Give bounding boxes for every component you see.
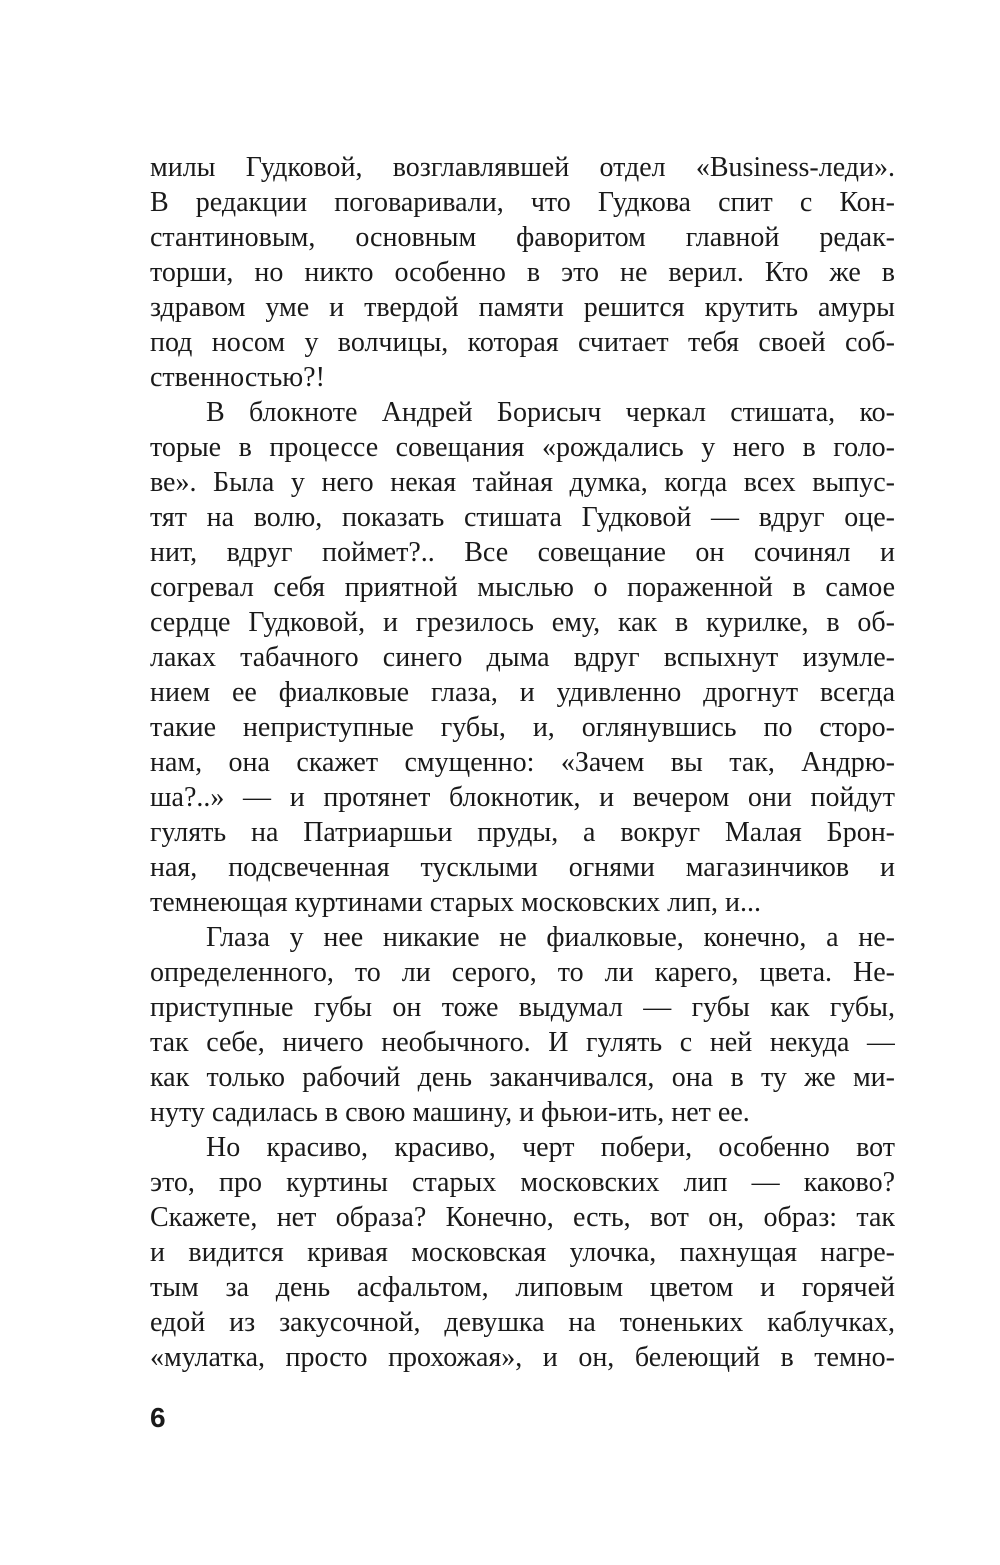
text-line: нием ее фиалковые глаза, и удивленно дрогнут всегда (150, 677, 895, 708)
text-line: здравом уме и твердой памяти решится крутить амуры (150, 292, 895, 323)
text-line: торые в процессе совещания «рождались у него в голо- (150, 432, 895, 463)
text-line: Скажете, нет образа? Конечно, есть, вот он, образ: так (150, 1202, 895, 1233)
text-line: так себе, ничего необычного. И гулять с ней некуда — (150, 1027, 895, 1058)
text-line: ная, подсвеченная тусклыми огнями магазинчиков и (150, 852, 895, 883)
text-line: гулять на Патриаршьи пруды, а вокруг Малая Брон- (150, 817, 895, 848)
text-line: ве». Была у него некая тайная думка, когда всех выпус- (150, 467, 895, 498)
text-line: милы Гудковой, возглавлявшей отдел «Business-леди». (150, 152, 895, 183)
body-text (150, 150, 895, 1375)
text-line: сердце Гудковой, и грезилось ему, как в курилке, в об- (150, 607, 895, 638)
text-line: тым за день асфальтом, липовым цветом и горячей (150, 1272, 895, 1303)
text-line: В редакции поговаривали, что Гудкова спит с Кон- (150, 187, 895, 218)
text-line: едой из закусочной, девушка на тоненьких каблучках, (150, 1307, 895, 1338)
text-line: нам, она скажет смущенно: «Зачем вы так, Андрю- (150, 747, 895, 778)
text-line: приступные губы он тоже выдумал — губы как губы, (150, 992, 895, 1023)
text-line: тят на волю, показать стишата Гудковой — вдруг оце- (150, 502, 895, 533)
paragraph (150, 1130, 895, 1375)
paragraph (150, 395, 895, 920)
text-line: ственностью?! (150, 362, 325, 393)
text-line: определенного, то ли серого, то ли карего, цвета. Не- (150, 957, 895, 988)
text-line: согревал себя приятной мыслью о пораженной в самое (150, 572, 895, 603)
text-line: темнеющая куртинами старых московских лип, и... (150, 887, 762, 918)
text-line: лаках табачного синего дыма вдруг вспыхнут изумле- (150, 642, 895, 673)
text-line: как только рабочий день заканчивался, она в ту же ми- (150, 1062, 895, 1093)
text-line: стантиновым, основным фаворитом главной редак- (150, 222, 895, 253)
text-line: Но красиво, красиво, черт побери, особенно вот (206, 1132, 895, 1163)
text-line: такие неприступные губы, и, оглянувшись по сторо- (150, 712, 895, 743)
text-line: В блокноте Андрей Борисыч черкал стишата, ко- (206, 397, 895, 428)
paragraph (150, 150, 895, 395)
text-line: это, про куртины старых московских лип — каково? (150, 1167, 895, 1198)
text-line: нит, вдруг поймет?.. Все совещание он сочинял и (150, 537, 895, 568)
text-line: «мулатка, просто прохожая», и он, белеющий в темно- (150, 1342, 895, 1373)
text-line: нуту садилась в свою машину, и фьюи-ить, нет ее. (150, 1097, 750, 1128)
text-line: торши, но никто особенно в это не верил. Кто же в (150, 257, 895, 288)
paragraph (150, 920, 895, 1130)
text-line: и видится кривая московская улочка, пахнущая нагре- (150, 1237, 895, 1268)
text-line: Глаза у нее никакие не фиалковые, конечно, а не- (206, 922, 895, 953)
text-line: под носом у волчицы, которая считает тебя своей соб- (150, 327, 895, 358)
text-line: ша?..» — и протянет блокнотик, и вечером они пойдут (150, 782, 895, 813)
page-number: 6 (150, 1402, 166, 1433)
